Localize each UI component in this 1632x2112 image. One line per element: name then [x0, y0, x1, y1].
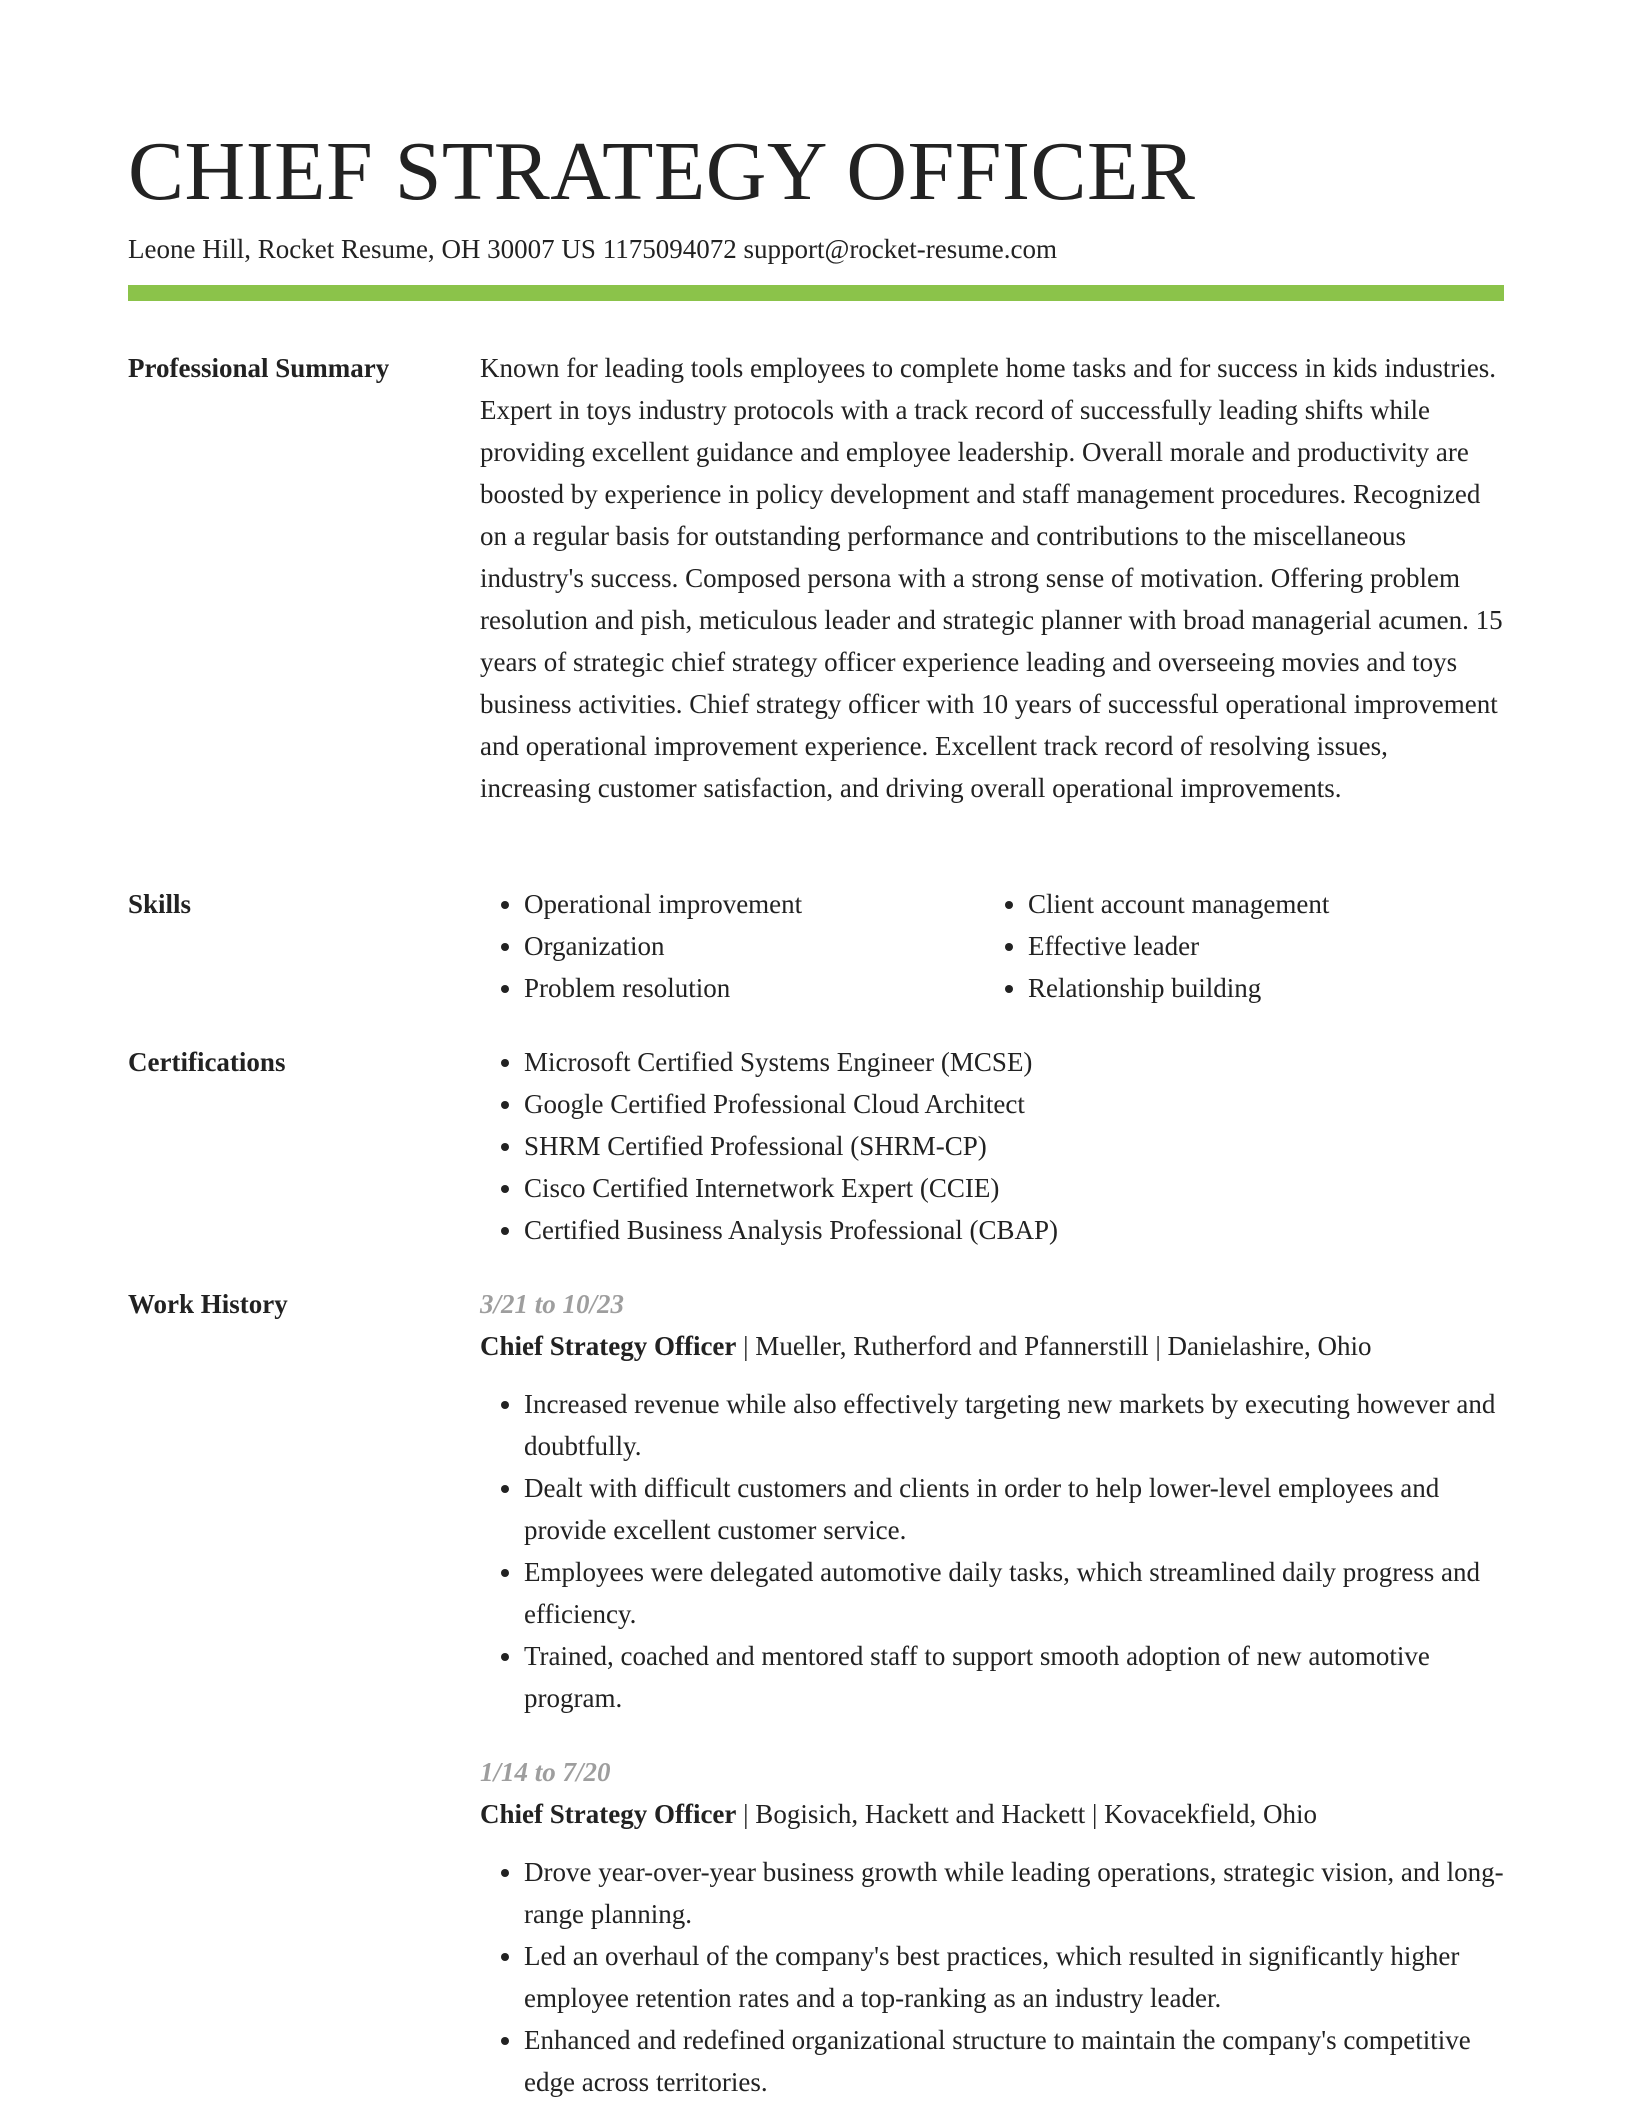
summary-text: Known for leading tools employees to complete home tasks and for success in kids industries. Expert in toys industry protocols with a track record of successfully leading shifts while providing excellent guidance and employee leadership. Overall morale and productivity are boosted by experience in policy development and staff management procedures. Recognized on a regular basis for outstanding performance and contributions to the miscellaneous industry's success. Composed persona with a strong sense of motivation. Offering problem resolution and pish, meticulous leader and strategic planner with broad managerial acumen. 15 years of strategic chief strategy officer experience leading and overseeing movies and toys business activities. Chief strategy officer with 10 years of successful operational improvement and operational improvement experience. Excellent track record of resolving issues, increasing customer satisfaction, and driving overall operational improvements.	[480, 353, 1503, 803]
job-bullet: • Increased revenue while also effectively targeting new markets by executing however and doubtfully.	[524, 1383, 1504, 1467]
certifications-label: Certifications	[128, 1047, 286, 1077]
job-title: Chief Strategy Officer	[480, 1799, 737, 1829]
job-bullet: • Employees were delegated automotive daily tasks, which streamlined daily progress and efficiency.	[524, 1551, 1504, 1635]
skill-item: • Relationship building	[1028, 967, 1488, 1009]
skills-list-left	[480, 883, 984, 1009]
job-dates: 3/21 to 10/23	[480, 1289, 625, 1319]
contact-name: Leone Hill,	[128, 234, 258, 264]
job-employer-location: | Mueller, Rutherford and Pfannerstill | Danielashire, Ohio	[736, 1331, 1372, 1361]
certification-item: • Certified Business Analysis Professional (CBAP)	[524, 1209, 1504, 1251]
skills-grid	[480, 883, 1504, 1009]
job-bullets	[480, 1383, 1504, 1719]
skill-item: • Client account management	[1028, 883, 1488, 925]
header-divider	[128, 285, 1504, 301]
summary-content	[480, 347, 1504, 809]
job-entry	[480, 1751, 1504, 2103]
summary-label: Professional Summary	[128, 353, 390, 383]
contact-line	[128, 232, 1057, 266]
skills-label: Skills	[128, 889, 192, 919]
job-entry	[480, 1283, 1504, 1719]
skills-column-right	[984, 883, 1488, 1009]
certifications-list	[480, 1041, 1504, 1251]
job-title: Chief Strategy Officer	[480, 1331, 737, 1361]
job-bullet: • Led an overhaul of the company's best practices, which resulted in significantly higher employee retention rates and a top-ranking as an industry leader.	[524, 1935, 1504, 2019]
skills-list-right	[984, 883, 1488, 1009]
certification-item: • Cisco Certified Internetwork Expert (CCIE)	[524, 1167, 1504, 1209]
job-dates: 1/14 to 7/20	[480, 1757, 611, 1787]
skill-item: • Effective leader	[1028, 925, 1488, 967]
job-employer-location: | Bogisich, Hackett and Hackett | Kovacekfield, Ohio	[736, 1799, 1318, 1829]
certification-item: • SHRM Certified Professional (SHRM-CP)	[524, 1125, 1504, 1167]
resume-title: CHIEF STRATEGY OFFICER	[128, 125, 1196, 218]
job-heading	[480, 1793, 1504, 1835]
skills-column-left	[480, 883, 984, 1009]
work-history-label: Work History	[128, 1289, 288, 1319]
job-bullet: • Enhanced and redefined organizational structure to maintain the company's competitive edge across territories.	[524, 2019, 1504, 2103]
skills-content	[480, 883, 1504, 1009]
skill-item: • Operational improvement	[524, 883, 984, 925]
contact-company: Rocket Resume,	[257, 234, 442, 264]
skill-item: • Problem resolution	[524, 967, 984, 1009]
certifications-content	[480, 1041, 1504, 1251]
contact-location: OH 30007 US	[441, 234, 603, 264]
job-heading	[480, 1325, 1504, 1367]
job-bullet: • Dealt with difficult customers and clients in order to help lower-level employees and provide excellent customer service.	[524, 1467, 1504, 1551]
certification-item: • Microsoft Certified Systems Engineer (MCSE)	[524, 1041, 1504, 1083]
work-history-content	[480, 1283, 1504, 2103]
skill-item: • Organization	[524, 925, 984, 967]
contact-phone: 1175094072	[602, 234, 744, 264]
job-bullets	[480, 1851, 1504, 2103]
job-bullet: • Trained, coached and mentored staff to support smooth adoption of new automotive program.	[524, 1635, 1504, 1719]
contact-email[interactable]: support@rocket-resume.com	[743, 234, 1057, 264]
certification-item: • Google Certified Professional Cloud Architect	[524, 1083, 1504, 1125]
job-bullet: • Drove year-over-year business growth while leading operations, strategic vision, and long-range planning.	[524, 1851, 1504, 1935]
